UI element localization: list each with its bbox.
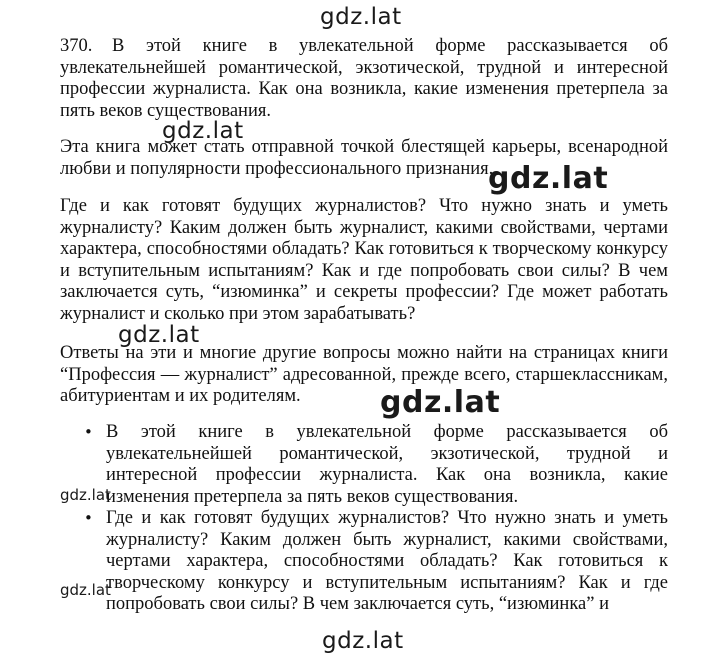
watermark-bold-1: gdz.lat: [488, 161, 609, 196]
watermark-top: gdz.lat: [320, 4, 402, 30]
watermark-left-1: gdz.lat: [60, 486, 111, 504]
watermark-bottom: gdz.lat: [322, 628, 404, 654]
bullet-item-1: [60, 422, 668, 508]
paragraph-1: [60, 36, 668, 122]
watermark-mid-2: gdz.lat: [118, 322, 200, 348]
watermark-bold-2: gdz.lat: [380, 385, 501, 420]
bullet-list: [60, 422, 668, 616]
bullet-item-2: [60, 508, 668, 616]
bullet-item-1-text: В этой книге в увлекательной форме рассказывается об увлекательнейшей романтической, экзотической, трудной и интересной профессии журналиста. Как она возникла, какие изменения претерпела за пять веков существования.: [106, 422, 668, 507]
watermark-mid-1: gdz.lat: [162, 118, 244, 144]
bullet-icon: •: [84, 509, 93, 527]
paragraph-2: Эта книга может стать отправной точкой блестящей карьеры, всенародной любви и популярности профессионального признания.: [60, 137, 668, 179]
exercise-number: 370.: [60, 36, 93, 56]
bullet-icon: •: [84, 423, 93, 441]
watermark-left-2: gdz.lat: [60, 581, 111, 599]
paragraph-3: Где и как готовят будущих журналистов? Что нужно знать и уметь журналисту? Каким должен быть журналист, какими свойствами, чертами характера, способностями обладать? Как готовиться к творческому конкурсу и вступительным испытаниям? Как и где попробовать свои силы? В чем заключается суть, “изюминка” и секреты профессии? Где может работать журналист и сколько при этом зарабатывать?: [60, 196, 668, 324]
paragraph-4: Ответы на эти и многие другие вопросы можно найти на страницах книги “Профессия — журналист” адресованной, прежде всего, старшеклассникам, абитуриентам и их родителям.: [60, 343, 668, 406]
bullet-item-2-text: Где и как готовят будущих журналистов? Что нужно знать и уметь журналисту? Каким должен быть журналист, какими свойствами, чертами характера, способностями обладать? Как готовиться к творческому конкурсу и вступительным испытаниям? Как и где попробовать свои силы? В чем заключается суть, “изюминка” и: [106, 508, 668, 614]
paragraph-1-text: В этой книге в увлекательной форме рассказывается об увлекательнейшей романтической, экзотической, трудной и интересной профессии журналиста. Как она возникла, какие изменения претерпела за пять веков существования.: [60, 36, 668, 121]
